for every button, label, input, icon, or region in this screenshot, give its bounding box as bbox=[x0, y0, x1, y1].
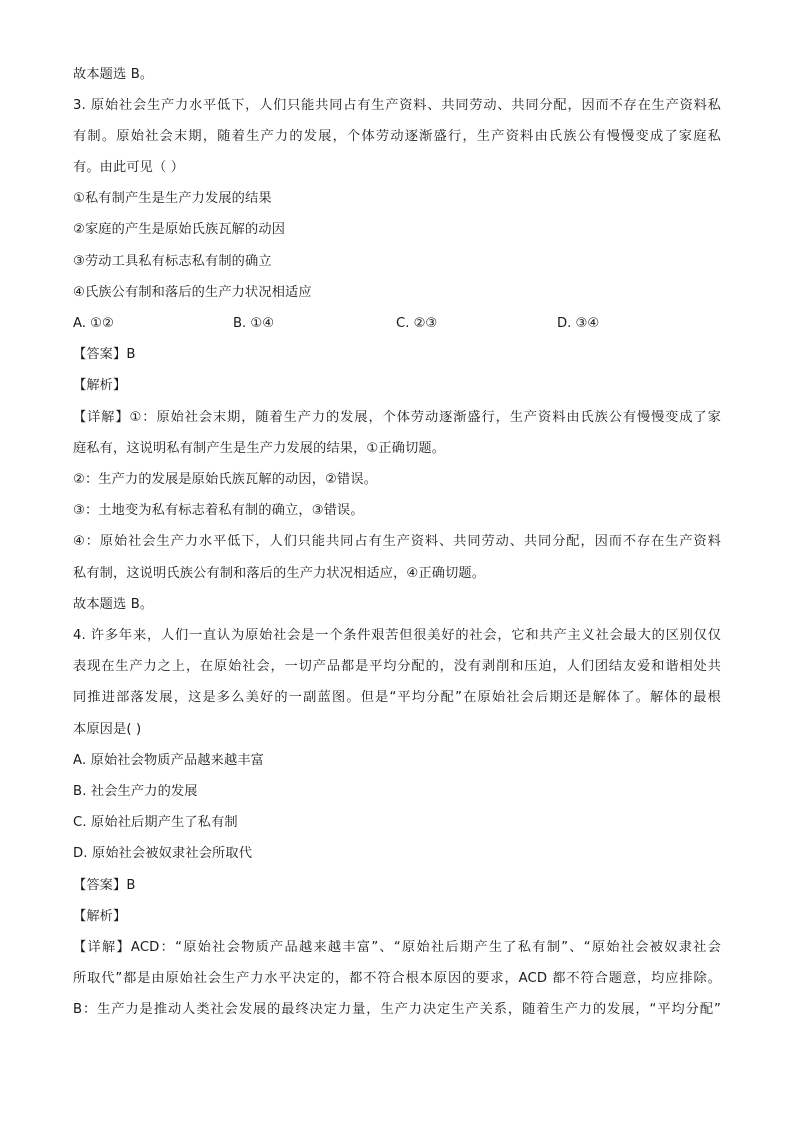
answer-label: 【答案】B bbox=[73, 347, 136, 362]
statement-3: ③劳动工具私有标志私有制的确立 bbox=[73, 254, 272, 269]
answer-label-2: 【答案】B bbox=[73, 878, 136, 893]
conclusion-line-2: 故本题选 B。 bbox=[73, 597, 154, 612]
question-4-stem-line-4: 本原因是( ) bbox=[73, 722, 142, 737]
q4-option-a: A. 原始社会物质产品越来越丰富 bbox=[73, 753, 265, 768]
q4-option-b: B. 社会生产力的发展 bbox=[73, 784, 198, 799]
question-4-stem-line-2: 表现在生产力之上，在原始社会，一切产品都是平均分配的，没有剥削和压迫，人们团结友爱和谐相处共 bbox=[73, 659, 721, 674]
explanation-line-3: ②：生产力的发展是原始氏族瓦解的动因，②错误。 bbox=[73, 472, 378, 487]
q4-option-c: C. 原始社后期产生了私有制 bbox=[73, 815, 238, 830]
statement-4: ④氏族公有制和落后的生产力状况相适应 bbox=[73, 285, 312, 300]
explanation-line-5: ④：原始社会生产力水平低下，人们只能共同占有生产资料、共同劳动、共同分配，因而不存在生产资料 bbox=[73, 534, 721, 549]
question-3-stem-line-1: 3. 原始社会生产力水平低下，人们只能共同占有生产资料、共同劳动、共同分配，因而不存在生产资料私 bbox=[73, 98, 721, 113]
explanation-line-1: 【详解】①：原始社会末期，随着生产力的发展，个体劳动逐渐盛行，生产资料由氏族公有慢慢变成了家 bbox=[73, 410, 721, 425]
explanation-line-2: 庭私有，这说明私有制产生是生产力发展的结果，①正确切题。 bbox=[73, 441, 446, 456]
q4-explanation-line-2: 所取代”都是由原始社会生产力水平决定的，都不符合根本原因的要求，ACD 都不符合题意，均应排除。 bbox=[73, 971, 721, 986]
explanation-line-4: ③：土地变为私有标志着私有制的确立，③错误。 bbox=[73, 503, 364, 518]
question-4-stem-line-3: 同推进部落发展，这是多么美好的一副蓝图。但是“平均分配”在原始社会后期还是解体了。解体的最根 bbox=[73, 690, 721, 705]
statement-2: ②家庭的产生是原始氏族瓦解的动因 bbox=[73, 222, 286, 237]
q4-option-d: D. 原始社会被奴隶社会所取代 bbox=[73, 846, 253, 861]
option-c: C. ②③ bbox=[396, 316, 438, 331]
analysis-label-2: 【解析】 bbox=[73, 909, 127, 924]
question-3-stem-line-3: 有。由此可见（ ） bbox=[73, 160, 185, 175]
option-a: A. ①② bbox=[73, 316, 114, 331]
explanation-line-6: 私有制，这说明氏族公有制和落后的生产力状况相适应，④正确切题。 bbox=[73, 566, 486, 581]
option-d: D. ③④ bbox=[557, 316, 600, 331]
analysis-label: 【解析】 bbox=[73, 378, 127, 393]
q4-explanation-line-1: 【详解】ACD：“原始社会物质产品越来越丰富”、“原始社后期产生了私有制”、“原始社会被奴隶社会 bbox=[73, 940, 721, 955]
option-b: B. ①④ bbox=[233, 316, 275, 331]
q4-explanation-line-3: B：生产力是推动人类社会发展的最终决定力量，生产力决定生产关系，随着生产力的发展，“平均分配” bbox=[73, 1002, 721, 1017]
conclusion-line: 故本题选 B。 bbox=[73, 67, 154, 82]
statement-1: ①私有制产生是生产力发展的结果 bbox=[73, 191, 272, 206]
question-4-stem-line-1: 4. 许多年来，人们一直认为原始社会是一个条件艰苦但很美好的社会，它和共产主义社会最大的区别仅仅 bbox=[73, 628, 721, 643]
question-3-stem-line-2: 有制。原始社会末期，随着生产力的发展，个体劳动逐渐盛行，生产资料由氏族公有慢慢变成了家庭私 bbox=[73, 129, 721, 144]
